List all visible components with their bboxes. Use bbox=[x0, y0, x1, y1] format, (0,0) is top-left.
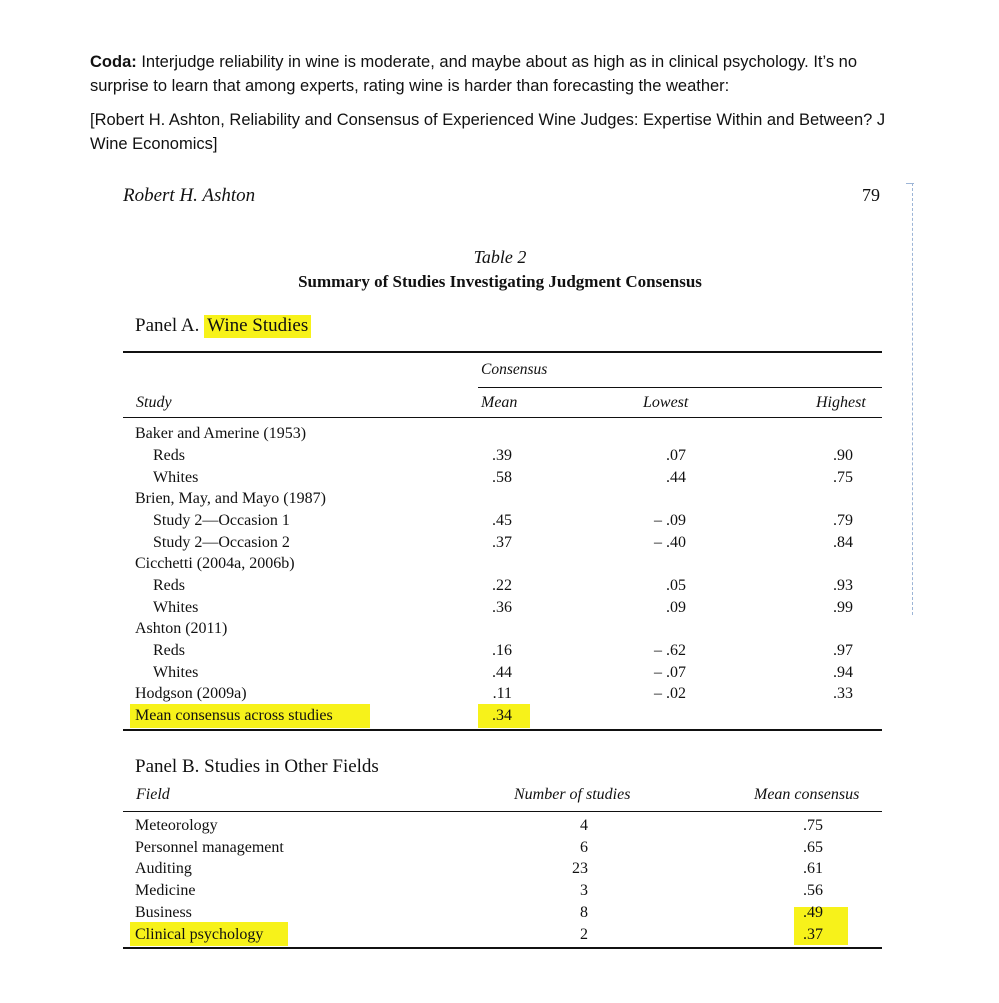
study-mean-consensus: Mean consensus across studies bbox=[135, 707, 333, 724]
citation: [Robert H. Ashton, Reliability and Consensus of Experienced Wine Judges: Expertise Within and Between? J Wine Economics] bbox=[90, 111, 886, 153]
study-cicchetti: Cicchetti (2004a, 2006b) bbox=[135, 555, 295, 572]
study-row-label: Study 2—Occasion 2 bbox=[153, 534, 290, 551]
study-count: 3 bbox=[580, 882, 588, 899]
study-count: 6 bbox=[580, 839, 588, 856]
mean-value: .11 bbox=[492, 685, 512, 702]
mean-value: .45 bbox=[492, 512, 512, 529]
panel-a-label bbox=[135, 315, 311, 337]
panel-b-header-rule bbox=[123, 811, 882, 812]
lowest-value: – .40 bbox=[654, 534, 686, 551]
header-number-of-studies: Number of studies bbox=[514, 786, 631, 803]
mean-consensus-value: .34 bbox=[492, 707, 512, 724]
field-mean-consensus: .75 bbox=[803, 817, 823, 834]
field-mean-consensus: .37 bbox=[803, 926, 823, 943]
mean-value: .39 bbox=[492, 447, 512, 464]
study-brien-may-mayo: Brien, May, and Mayo (1987) bbox=[135, 490, 326, 507]
field-mean-consensus: .61 bbox=[803, 860, 823, 877]
mean-value: .36 bbox=[492, 599, 512, 616]
mean-value: .16 bbox=[492, 642, 512, 659]
panel-b-bottom-rule bbox=[123, 947, 882, 949]
study-row-label: Whites bbox=[153, 664, 199, 681]
panel-a-prefix: Panel A. bbox=[135, 315, 205, 336]
field-name: Business bbox=[135, 904, 192, 921]
highest-value: .93 bbox=[833, 577, 853, 594]
running-head: Robert H. Ashton bbox=[123, 185, 256, 206]
header-mean: Mean bbox=[481, 394, 518, 411]
lowest-value: – .02 bbox=[654, 685, 686, 702]
highest-value: .79 bbox=[833, 512, 853, 529]
coda-text: Interjudge reliability in wine is moderate, and maybe about as high as in clinical psychology. It’s no surprise to learn that among experts, rating wine is harder than forecasting the weather: bbox=[90, 53, 858, 95]
intro-text bbox=[90, 50, 910, 156]
highest-value: .97 bbox=[833, 642, 853, 659]
header-bottom-rule bbox=[123, 417, 882, 418]
study-count: 8 bbox=[580, 904, 588, 921]
study-row-label: Reds bbox=[153, 577, 185, 594]
field-mean-consensus: .56 bbox=[803, 882, 823, 899]
study-row-label: Whites bbox=[153, 469, 199, 486]
lowest-value: – .07 bbox=[654, 664, 686, 681]
header-lowest: Lowest bbox=[643, 394, 689, 411]
study-ashton: Ashton (2011) bbox=[135, 620, 228, 637]
lowest-value: .05 bbox=[666, 577, 686, 594]
header-study: Study bbox=[136, 394, 172, 411]
study-row-label: Whites bbox=[153, 599, 199, 616]
page-number: 79 bbox=[862, 185, 880, 205]
study-baker-amerine: Baker and Amerine (1953) bbox=[135, 425, 307, 442]
mean-value: .37 bbox=[492, 534, 512, 551]
study-count: 2 bbox=[580, 926, 588, 943]
lowest-value: .09 bbox=[666, 599, 686, 616]
field-name: Meteorology bbox=[135, 817, 218, 834]
mean-value: .44 bbox=[492, 664, 512, 681]
panel-b-label: Panel B. Studies in Other Fields bbox=[135, 756, 379, 777]
coda-label: Coda: bbox=[90, 53, 137, 71]
page-edge-line bbox=[912, 183, 913, 615]
field-name: Auditing bbox=[135, 860, 192, 877]
panel-a-top-rule bbox=[123, 351, 882, 353]
panel-a-highlight: Wine Studies bbox=[204, 315, 311, 338]
lowest-value: .44 bbox=[666, 469, 686, 486]
study-count: 4 bbox=[580, 817, 588, 834]
header-mean-consensus: Mean consensus bbox=[754, 786, 860, 803]
study-count: 23 bbox=[572, 860, 588, 877]
header-highest: Highest bbox=[816, 394, 866, 411]
panel-a-bottom-rule bbox=[123, 729, 882, 731]
lowest-value: – .09 bbox=[654, 512, 686, 529]
lowest-value: – .62 bbox=[654, 642, 686, 659]
study-row-label: Study 2—Occasion 1 bbox=[153, 512, 290, 529]
field-name: Clinical psychology bbox=[135, 926, 264, 943]
highest-value: .94 bbox=[833, 664, 853, 681]
study-hodgson: Hodgson (2009a) bbox=[135, 685, 247, 702]
consensus-group-rule bbox=[478, 387, 882, 388]
table-title: Summary of Studies Investigating Judgment Consensus bbox=[298, 272, 702, 291]
mean-value: .22 bbox=[492, 577, 512, 594]
table-number: Table 2 bbox=[473, 247, 527, 267]
field-mean-consensus: .65 bbox=[803, 839, 823, 856]
study-row-label: Reds bbox=[153, 642, 185, 659]
coda-paragraph bbox=[90, 50, 910, 98]
mean-value: .58 bbox=[492, 469, 512, 486]
highest-value: .84 bbox=[833, 534, 853, 551]
highest-value: .90 bbox=[833, 447, 853, 464]
study-row-label: Reds bbox=[153, 447, 185, 464]
field-name: Personnel management bbox=[135, 839, 284, 856]
highest-value: .75 bbox=[833, 469, 853, 486]
highest-value: .33 bbox=[833, 685, 853, 702]
field-mean-consensus: .49 bbox=[803, 904, 823, 921]
consensus-group-header: Consensus bbox=[481, 361, 548, 378]
field-name: Medicine bbox=[135, 882, 196, 899]
header-field: Field bbox=[136, 786, 170, 803]
lowest-value: .07 bbox=[666, 447, 686, 464]
highest-value: .99 bbox=[833, 599, 853, 616]
